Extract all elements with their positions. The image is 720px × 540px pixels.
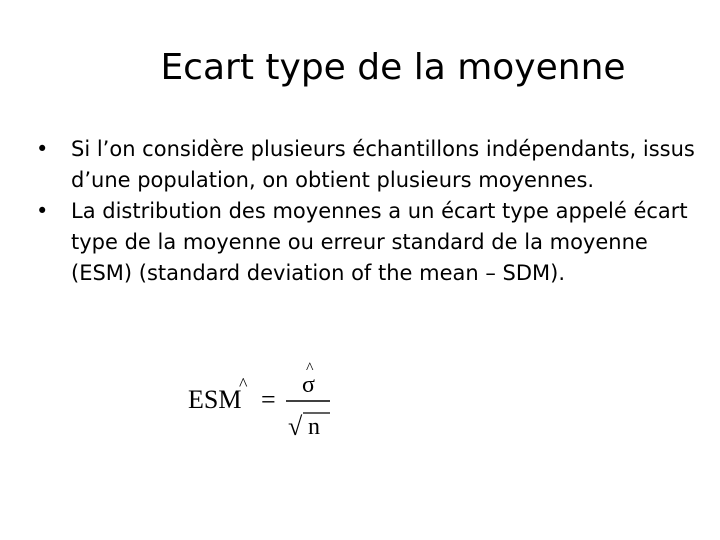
bullet-marker: •	[36, 199, 49, 223]
formula-numerator: σ	[302, 372, 315, 398]
bullet-text: Si l’on considère plusieurs échantillons indépendants, issus d’une population, on obtient plusieurs moyennes.	[71, 137, 695, 192]
formula-denominator: n	[308, 414, 320, 440]
bullet-item	[36, 134, 696, 196]
bullet-item	[36, 196, 696, 289]
formula-lhs: ESM	[188, 385, 242, 414]
bullet-text: La distribution des moyennes a un écart type appelé écart type de la moyenne ou erreur standard de la moyenne (ESM) (standard deviation of the mean – SDM).	[71, 199, 688, 285]
bullet-marker: •	[36, 137, 49, 161]
formula-equals: =	[261, 385, 276, 414]
formula-graphic	[188, 362, 338, 442]
slide-title: Ecart type de la moyenne	[160, 47, 626, 88]
esm-formula	[188, 362, 338, 442]
formula-lhs-hat: ^	[239, 374, 248, 394]
bullet-list	[36, 134, 696, 289]
formula-radical: √	[288, 412, 303, 441]
formula-numerator-hat: ^	[306, 362, 314, 377]
